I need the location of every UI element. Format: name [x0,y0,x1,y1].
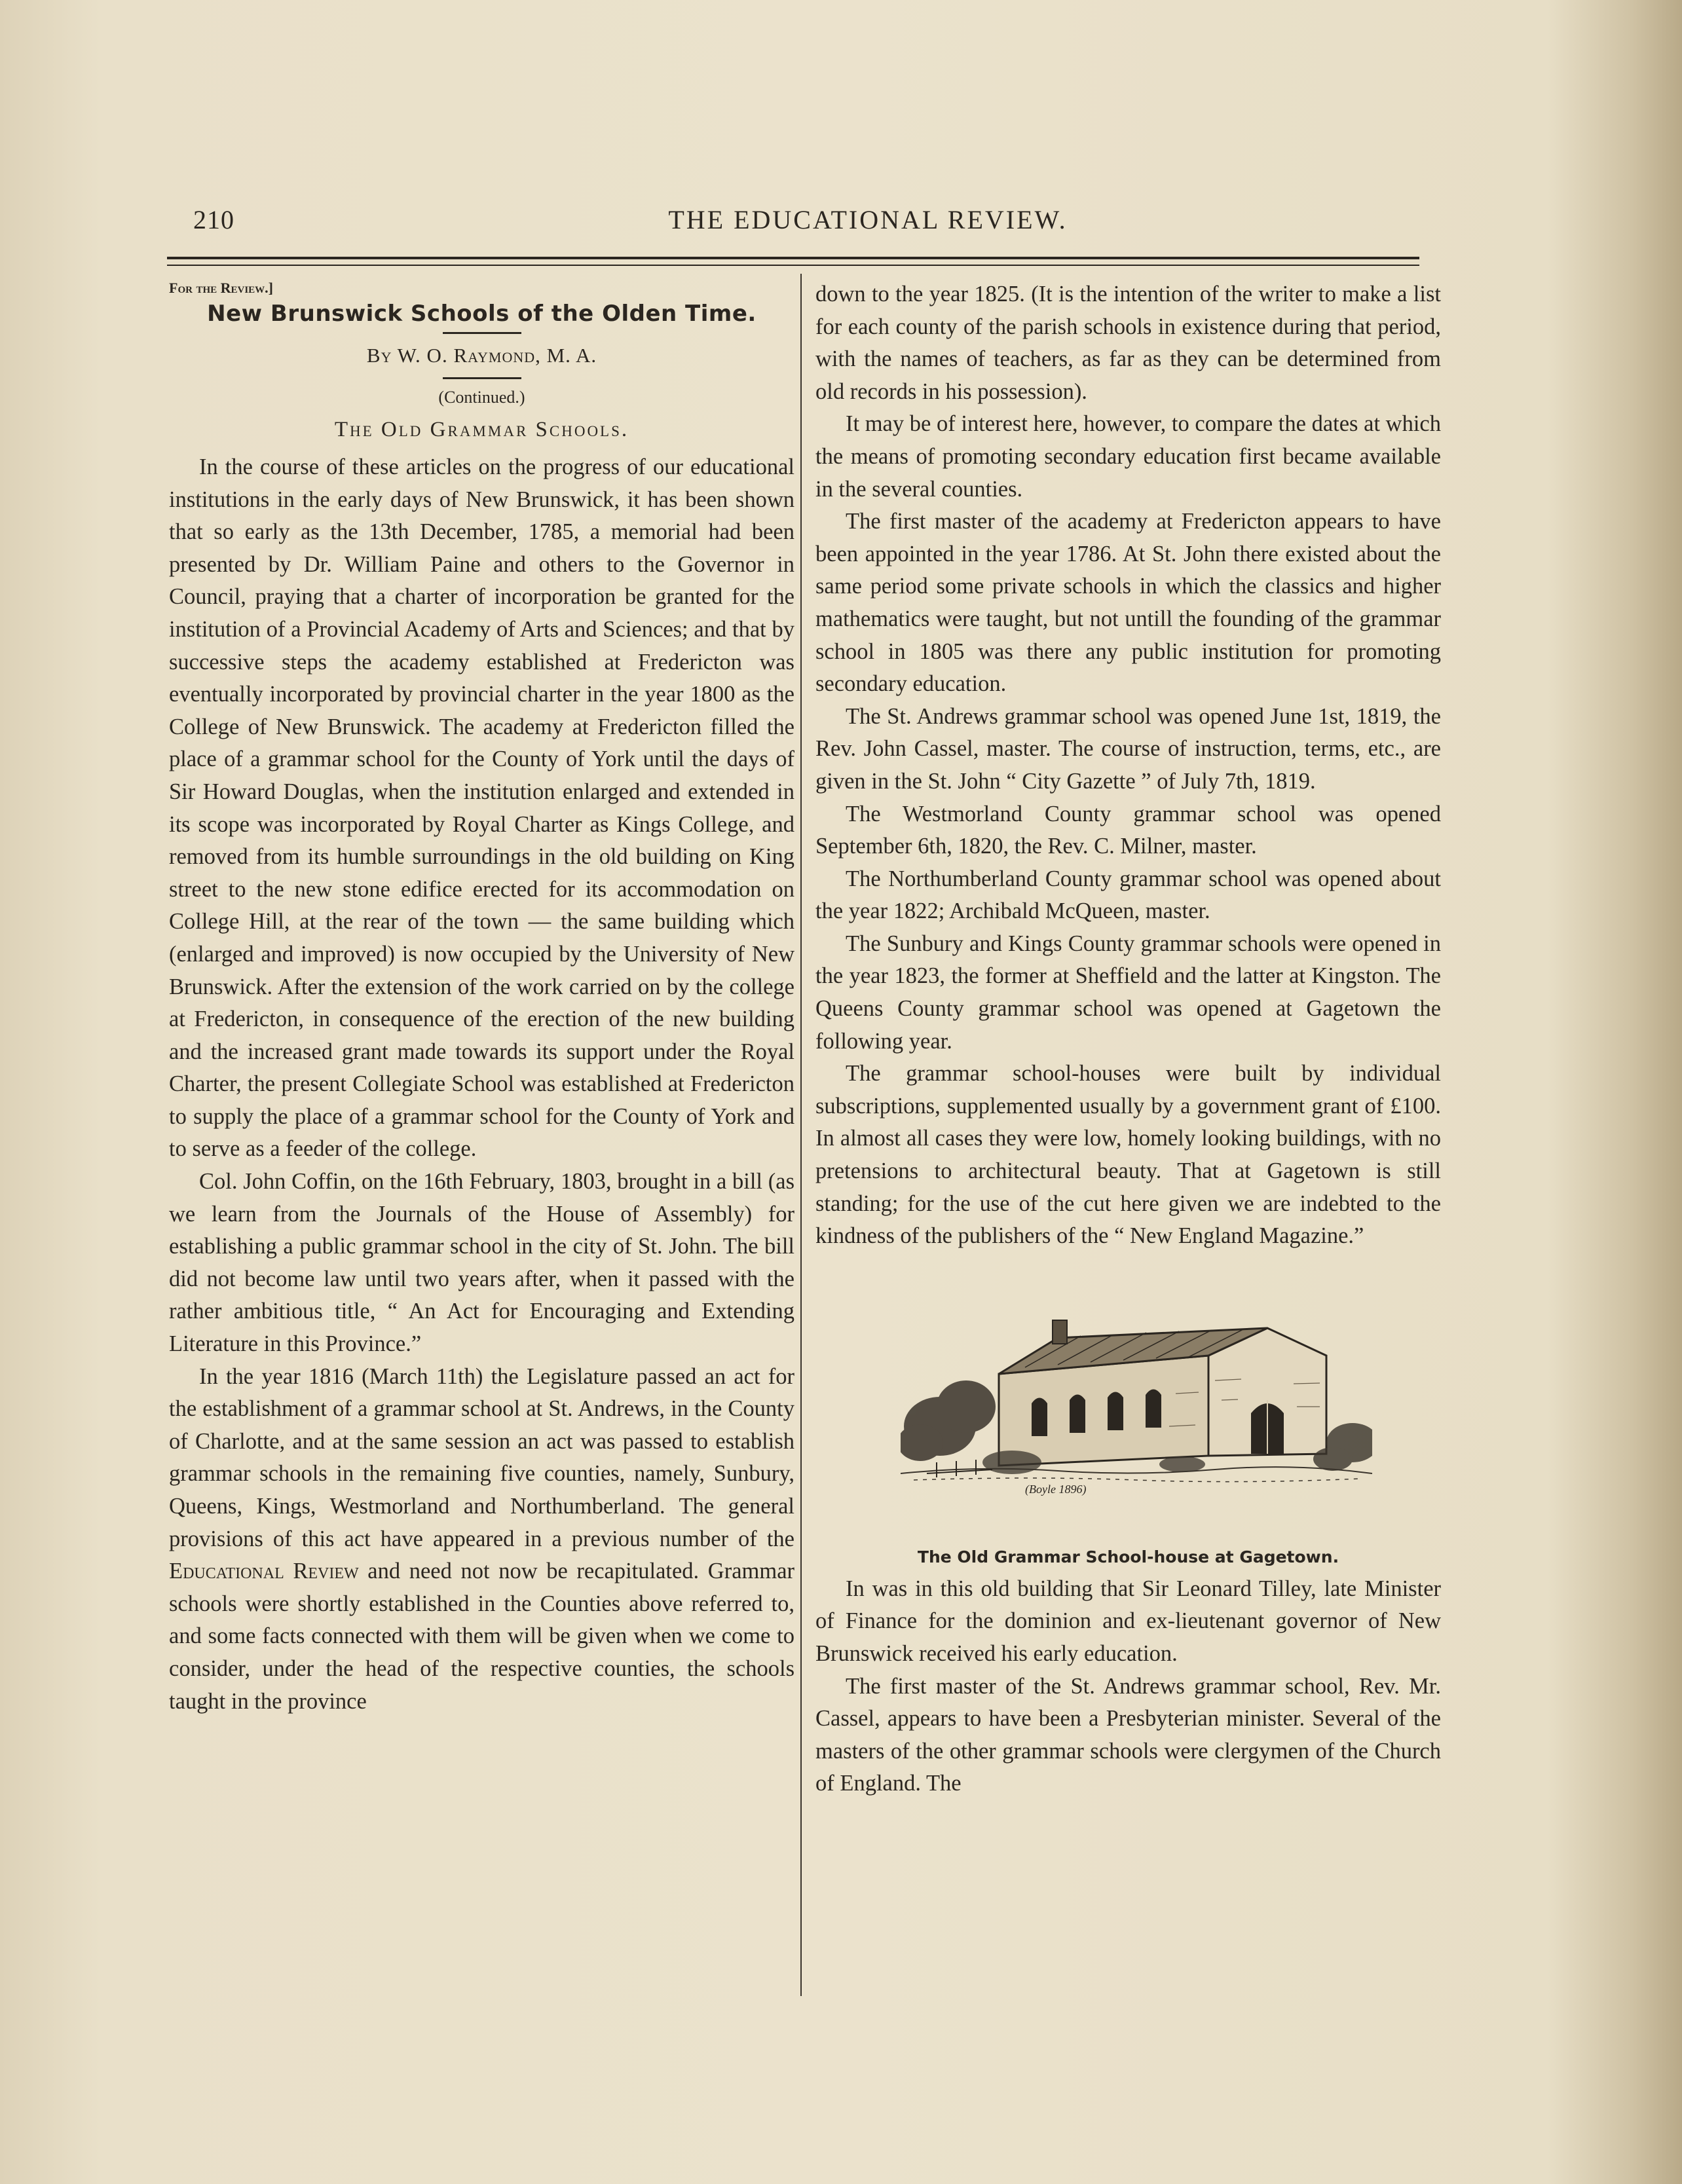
title-rule [443,332,521,334]
left-column [169,278,794,1718]
paragraph: The Westmorland County grammar school was opened September 6th, 1820, the Rev. C. Milner, master. [815,801,1441,859]
paragraph-text: and need not now be recapitulated. Grammar schools were shortly established in the Counties above referred to, and some facts connected with them will be given when we come to consider, under the head of the respective counties, the schools taught in the province [169,1559,794,1714]
byline-rule [443,377,521,379]
figure-caption: The Old Grammar School-house at Gagetown. [917,1547,1339,1566]
review-name: Educational Review [169,1559,359,1584]
column-divider [800,274,802,1996]
page-number: 210 [193,205,234,234]
schoolhouse-engraving [901,1302,1372,1498]
for-review-note: For the Review.] [169,280,274,296]
paragraph: The first master of the St. Andrews grammar school, Rev. Mr. Cassel, appears to have been a Presbyterian minister. Several of the masters of the other grammar schools were clergymen of the Church of England. The [815,1673,1441,1796]
paragraph: It may be of interest here, however, to compare the dates at which the means of promoting secondary education first became available in the several counties. [815,411,1441,502]
article-title: New Brunswick Schools of the Olden Time. [207,301,757,327]
right-column [815,278,1441,1800]
paragraph: Col. John Coffin, on the 16th February, 1803, brought in a bill (as we learn from the Journals of the House of Assembly) for establishing a public grammar school in the city of St. John. The bill did not become law until two years after, when it passed with the rather ambitious title, “ An Act for Encouraging and Extending Literature in this Province.” [169,1169,794,1357]
schoolhouse-illustration [815,1276,1441,1544]
article-byline: By W. O. Raymond, M. A. [366,344,597,367]
paragraph: In was in this old building that Sir Leonard Tilley, late Minister of Finance for the dominion and ex-lieutenant governor of New Brunswick received his early education. [815,1576,1441,1666]
paragraph: The first master of the academy at Fredericton appears to have been appointed in the year 1786. At St. John there existed about the same period some private schools in which the classics and higher mathematics were taught, but not untill the founding of the grammar school in 1805 was there any public institution for promoting secondary education. [815,509,1441,697]
section-heading: The Old Grammar Schools. [334,418,629,441]
page-header [193,204,1418,244]
header-rule-thin [167,265,1419,266]
engraver-signature: (Boyle 1896) [1025,1482,1087,1496]
paragraph: The Northumberland County grammar school was opened about the year 1822; Archibald McQueen, master. [815,866,1441,924]
paragraph-text: In the year 1816 (March 11th) the Legislature passed an act for the establishment of a grammar school at St. Andrews, in the County of Charlotte, and at the same session an act was passed to establish grammar schools in the remaining five counties, namely, Sunbury, Queens, Kings, Westmorland and Northumberland. The general provisions of this act have appeared in a previous number of the [169,1363,794,1551]
paragraph: The grammar school-houses were built by individual subscriptions, supplemented usually by a government grant of £100. In almost all cases they were low, homely looking buildings, with no pretensions to architectural beauty. That at Gagetown is still standing; for the use of the cut here given we are indebted to the kindness of the publishers of the “ New England Magazine.” [815,1061,1441,1249]
continued-note: (Continued.) [438,388,525,407]
paragraph: down to the year 1825. (It is the intention of the writer to make a list for each county of the parish schools in existence during that period, with the names of teachers, as far as they can be determined from old records in his possession). [815,282,1441,404]
paragraph [169,1361,794,1718]
paragraph: The St. Andrews grammar school was opened June 1st, 1819, the Rev. John Cassel, master. The course of instruction, terms, etc., are given in the St. John “ City Gazette ” of July 7th, 1819. [815,703,1441,794]
header-rule-thick [167,257,1419,259]
paragraph: The Sunbury and Kings County grammar schools were opened in the year 1823, the former at Sheffield and the latter at Kingston. The Queens County grammar school was opened at Gagetown the following year. [815,931,1441,1054]
paragraph: In the course of these articles on the progress of our educational institutions in the early days of New Brunswick, it has been shown that so early as the 13th December, 1785, a memorial had been presented by Dr. William Paine and others to the Governor in Council, praying that a charter of incorporation be granted for the institution of a Provincial Academy of Arts and Sciences; and that by successive steps the academy established at Fredericton was eventually incorporated by provincial charter in the year 1800 as the College of New Brunswick. The academy at Fredericton filled the place of a grammar school for the County of York until the days of Sir Howard Douglas, when the institution enlarged and extended in its scope was incorporated by Royal Charter as Kings College, and removed from its humble surroundings in the old building on King street to the new stone edifice erected for its accommodation on College Hill, at the rear of the town — the same building which (enlarged and improved) is now occupied by the University of New Brunswick. After the extension of the work carried on by the college at Fredericton, in consequence of the erection of the new building and the increased grant made towards its support under the Royal Charter, the present Collegiate School was established at Fredericton to supply the place of a grammar school for the County of York and to serve as a feeder of the college. [169,454,794,1162]
journal-title: THE EDUCATIONAL REVIEW. [668,205,1068,234]
